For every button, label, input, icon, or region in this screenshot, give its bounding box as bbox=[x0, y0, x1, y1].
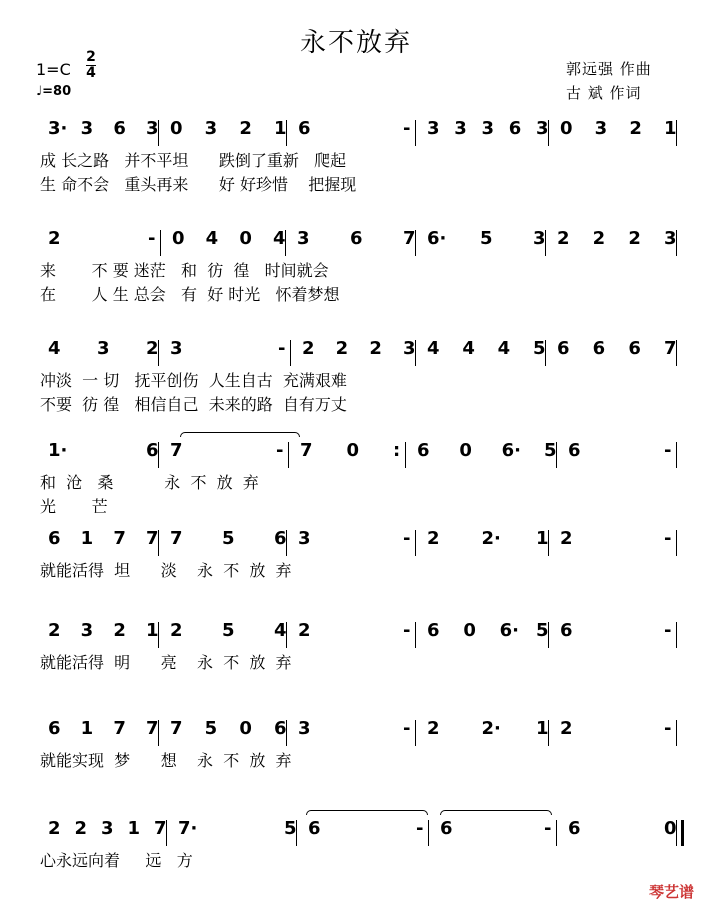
note: 7 bbox=[664, 338, 677, 359]
tie-arc bbox=[440, 810, 552, 815]
final-bar-line bbox=[681, 820, 684, 846]
note: 7 bbox=[300, 440, 313, 461]
note: 1 bbox=[80, 528, 94, 549]
note: 3· bbox=[48, 118, 68, 139]
note: 6 bbox=[298, 118, 311, 139]
bar-line bbox=[676, 340, 677, 366]
note: 0 bbox=[170, 118, 183, 139]
note: 2· bbox=[481, 528, 501, 549]
note: 5 bbox=[284, 818, 297, 839]
note: 6 bbox=[508, 118, 522, 139]
note: 2 bbox=[170, 620, 183, 641]
note: 2 bbox=[560, 718, 573, 739]
note: - bbox=[416, 818, 424, 839]
lyrics-line-1: 和 沧 桑 永 不 放 弃 bbox=[40, 473, 259, 492]
bar-line bbox=[548, 530, 549, 556]
bar-line bbox=[158, 442, 159, 468]
note: 1 bbox=[536, 528, 549, 549]
note: 6 bbox=[427, 620, 440, 641]
bar-line bbox=[158, 530, 159, 556]
bar-line bbox=[676, 230, 677, 256]
note: 5 bbox=[544, 440, 557, 461]
tie-arc bbox=[306, 810, 428, 815]
lyrics-line-1: 就能活得 坦 淡 永 不 放 弃 bbox=[40, 561, 292, 580]
note: 7 bbox=[113, 718, 126, 739]
note: 6 bbox=[48, 528, 61, 549]
note: 2 bbox=[74, 818, 88, 839]
note: 3 bbox=[80, 620, 94, 641]
bar-line bbox=[415, 230, 416, 256]
bar-line bbox=[286, 120, 287, 146]
quarter-note-icon: ♩ bbox=[36, 84, 43, 99]
bar-line bbox=[676, 720, 677, 746]
bar-line bbox=[556, 442, 557, 468]
note: 0 bbox=[239, 718, 252, 739]
note: 5 bbox=[480, 228, 493, 249]
note: 2 bbox=[427, 528, 440, 549]
note: 7 bbox=[403, 228, 416, 249]
note: 6 bbox=[350, 228, 363, 249]
key-signature: 1=C bbox=[36, 60, 71, 79]
note: 3 bbox=[594, 118, 608, 139]
note: 7 bbox=[113, 528, 126, 549]
note: 6 bbox=[274, 718, 287, 739]
note: 3 bbox=[664, 228, 677, 249]
note: 0 bbox=[459, 440, 472, 461]
lyrics-line-1: 成 长之路 并不平坦 跌倒了重新 爬起 bbox=[40, 151, 347, 170]
note: 0 bbox=[172, 228, 185, 249]
note: 3 bbox=[101, 818, 114, 839]
note: 2 bbox=[335, 338, 349, 359]
lyrics-line-1: 就能活得 明 亮 永 不 放 弃 bbox=[40, 653, 292, 672]
bar-line bbox=[556, 820, 557, 846]
bar-line bbox=[296, 820, 297, 846]
note: 0 bbox=[664, 818, 677, 839]
lyrics-line-1: 冲淡 一 切 抚平创伤 人生自古 充满艰难 bbox=[40, 371, 347, 390]
note: 3 bbox=[204, 118, 218, 139]
note: 3 bbox=[481, 118, 495, 139]
note: 3 bbox=[298, 718, 311, 739]
note: 3 bbox=[97, 338, 110, 359]
time-signature-bottom: 4 bbox=[86, 65, 96, 81]
bar-line bbox=[286, 530, 287, 556]
bar-line bbox=[676, 622, 677, 648]
note: 2 bbox=[113, 620, 126, 641]
note: 1 bbox=[536, 718, 549, 739]
note: 6 bbox=[568, 818, 581, 839]
bar-line bbox=[545, 230, 546, 256]
note: - bbox=[278, 338, 286, 359]
note: 4 bbox=[497, 338, 511, 359]
note: 4 bbox=[274, 620, 287, 641]
note: 6 bbox=[568, 440, 581, 461]
note: 4 bbox=[427, 338, 440, 359]
note: - bbox=[664, 528, 672, 549]
note: 2 bbox=[557, 228, 570, 249]
note: 7 bbox=[154, 818, 167, 839]
note: 5 bbox=[533, 338, 546, 359]
note: 3 bbox=[403, 338, 416, 359]
note: 2 bbox=[48, 620, 61, 641]
bar-line bbox=[415, 340, 416, 366]
tempo-marking bbox=[36, 84, 71, 99]
bar-line bbox=[428, 820, 429, 846]
note: 0 bbox=[560, 118, 573, 139]
note: 4 bbox=[48, 338, 61, 359]
bar-line bbox=[160, 230, 161, 256]
time-signature bbox=[86, 50, 96, 81]
lyricist-credit: 古 斌 作词 bbox=[566, 84, 642, 102]
song-title: 永不放弃 bbox=[299, 28, 412, 58]
bar-line bbox=[415, 622, 416, 648]
lyrics-line-1: 心永远向着 远 方 bbox=[40, 851, 193, 870]
note: 7 bbox=[170, 440, 183, 461]
note: 4 bbox=[205, 228, 219, 249]
note: 2 bbox=[239, 118, 252, 139]
note: - bbox=[664, 620, 672, 641]
note: 3 bbox=[536, 118, 549, 139]
bar-line bbox=[158, 340, 159, 366]
note: 7 bbox=[146, 718, 159, 739]
note: 2 bbox=[592, 228, 606, 249]
bar-line bbox=[548, 622, 549, 648]
bar-line bbox=[415, 530, 416, 556]
note: 2 bbox=[560, 528, 573, 549]
bar-line bbox=[290, 340, 291, 366]
note: 7 bbox=[146, 528, 159, 549]
note: 2 bbox=[146, 338, 159, 359]
note: 4 bbox=[462, 338, 475, 359]
note: 3 bbox=[454, 118, 467, 139]
note: - bbox=[403, 718, 411, 739]
note: 6 bbox=[560, 620, 573, 641]
note: - bbox=[276, 440, 284, 461]
tie-arc bbox=[180, 432, 300, 437]
bar-line bbox=[158, 720, 159, 746]
note: 2 bbox=[302, 338, 315, 359]
note: 7 bbox=[170, 528, 183, 549]
note: 1 bbox=[274, 118, 287, 139]
note: 3 bbox=[298, 528, 311, 549]
note: 6 bbox=[592, 338, 606, 359]
note: 0 bbox=[239, 228, 252, 249]
note: 6 bbox=[308, 818, 321, 839]
note: 5 bbox=[536, 620, 549, 641]
lyrics-line-2: 生 命不会 重头再来 好 好珍惜 把握现 bbox=[40, 175, 357, 194]
note: 1· bbox=[48, 440, 68, 461]
note: 3 bbox=[297, 228, 310, 249]
note: - bbox=[544, 818, 552, 839]
note: 6 bbox=[417, 440, 430, 461]
note: 6 bbox=[48, 718, 61, 739]
note: 1 bbox=[664, 118, 677, 139]
note: - bbox=[403, 528, 411, 549]
lyrics-line-2: 不要 彷 徨 相信自己 未来的路 自有万丈 bbox=[40, 395, 347, 414]
bar-line bbox=[288, 442, 289, 468]
note: 6· bbox=[427, 228, 447, 249]
note: 3 bbox=[170, 338, 183, 359]
note: - bbox=[403, 620, 411, 641]
note: : bbox=[393, 440, 401, 461]
note: 6 bbox=[113, 118, 126, 139]
note: 6· bbox=[499, 620, 520, 641]
note: 2 bbox=[629, 118, 642, 139]
note: 3 bbox=[427, 118, 440, 139]
note: 3 bbox=[533, 228, 546, 249]
note: 6 bbox=[146, 440, 159, 461]
composer-credit: 郭远强 作曲 bbox=[566, 60, 652, 78]
bar-line bbox=[405, 442, 406, 468]
tempo-value: =80 bbox=[42, 84, 72, 99]
note: 6 bbox=[557, 338, 570, 359]
note: - bbox=[148, 228, 156, 249]
bar-line bbox=[676, 442, 677, 468]
bar-line bbox=[286, 622, 287, 648]
bar-line bbox=[415, 120, 416, 146]
note: 2 bbox=[48, 818, 61, 839]
note: - bbox=[403, 118, 411, 139]
note: 7 bbox=[170, 718, 183, 739]
bar-line bbox=[545, 340, 546, 366]
bar-line bbox=[158, 120, 159, 146]
note: 2 bbox=[427, 718, 440, 739]
note: 5 bbox=[222, 620, 235, 641]
bar-line bbox=[158, 622, 159, 648]
note: 5 bbox=[204, 718, 218, 739]
note: 1 bbox=[80, 718, 94, 739]
bar-line bbox=[676, 120, 677, 146]
bar-line bbox=[676, 530, 677, 556]
note: 6· bbox=[501, 440, 522, 461]
note: - bbox=[664, 718, 672, 739]
bar-line bbox=[548, 120, 549, 146]
lyrics-line-1: 就能实现 梦 想 永 不 放 弃 bbox=[40, 751, 292, 770]
note: 2 bbox=[298, 620, 311, 641]
note: 6 bbox=[440, 818, 453, 839]
note: 3 bbox=[146, 118, 159, 139]
bar-line bbox=[285, 230, 286, 256]
lyrics-line-2: 光 芒 bbox=[40, 497, 108, 516]
note: 6 bbox=[274, 528, 287, 549]
note: 5 bbox=[222, 528, 235, 549]
note: - bbox=[664, 440, 672, 461]
note: 2 bbox=[369, 338, 382, 359]
bar-line bbox=[286, 720, 287, 746]
note: 1 bbox=[127, 818, 141, 839]
lyrics-line-1: 来 不 要 迷茫 和 彷 徨 时间就会 bbox=[40, 261, 329, 280]
note: 2 bbox=[628, 228, 641, 249]
note: 0 bbox=[346, 440, 360, 461]
note: 1 bbox=[146, 620, 159, 641]
note: 6 bbox=[628, 338, 641, 359]
note: 2 bbox=[48, 228, 61, 249]
note: 7· bbox=[178, 818, 198, 839]
watermark-logo: 琴艺谱 bbox=[648, 883, 694, 901]
note: 3 bbox=[80, 118, 94, 139]
bar-line bbox=[548, 720, 549, 746]
bar-line bbox=[676, 820, 677, 846]
time-signature-top: 2 bbox=[86, 49, 96, 65]
bar-line bbox=[166, 820, 167, 846]
note: 0 bbox=[463, 620, 476, 641]
note: 2· bbox=[481, 718, 501, 739]
bar-line bbox=[415, 720, 416, 746]
note: 4 bbox=[273, 228, 286, 249]
lyrics-line-2: 在 人 生 总会 有 好 时光 怀着梦想 bbox=[40, 285, 340, 304]
